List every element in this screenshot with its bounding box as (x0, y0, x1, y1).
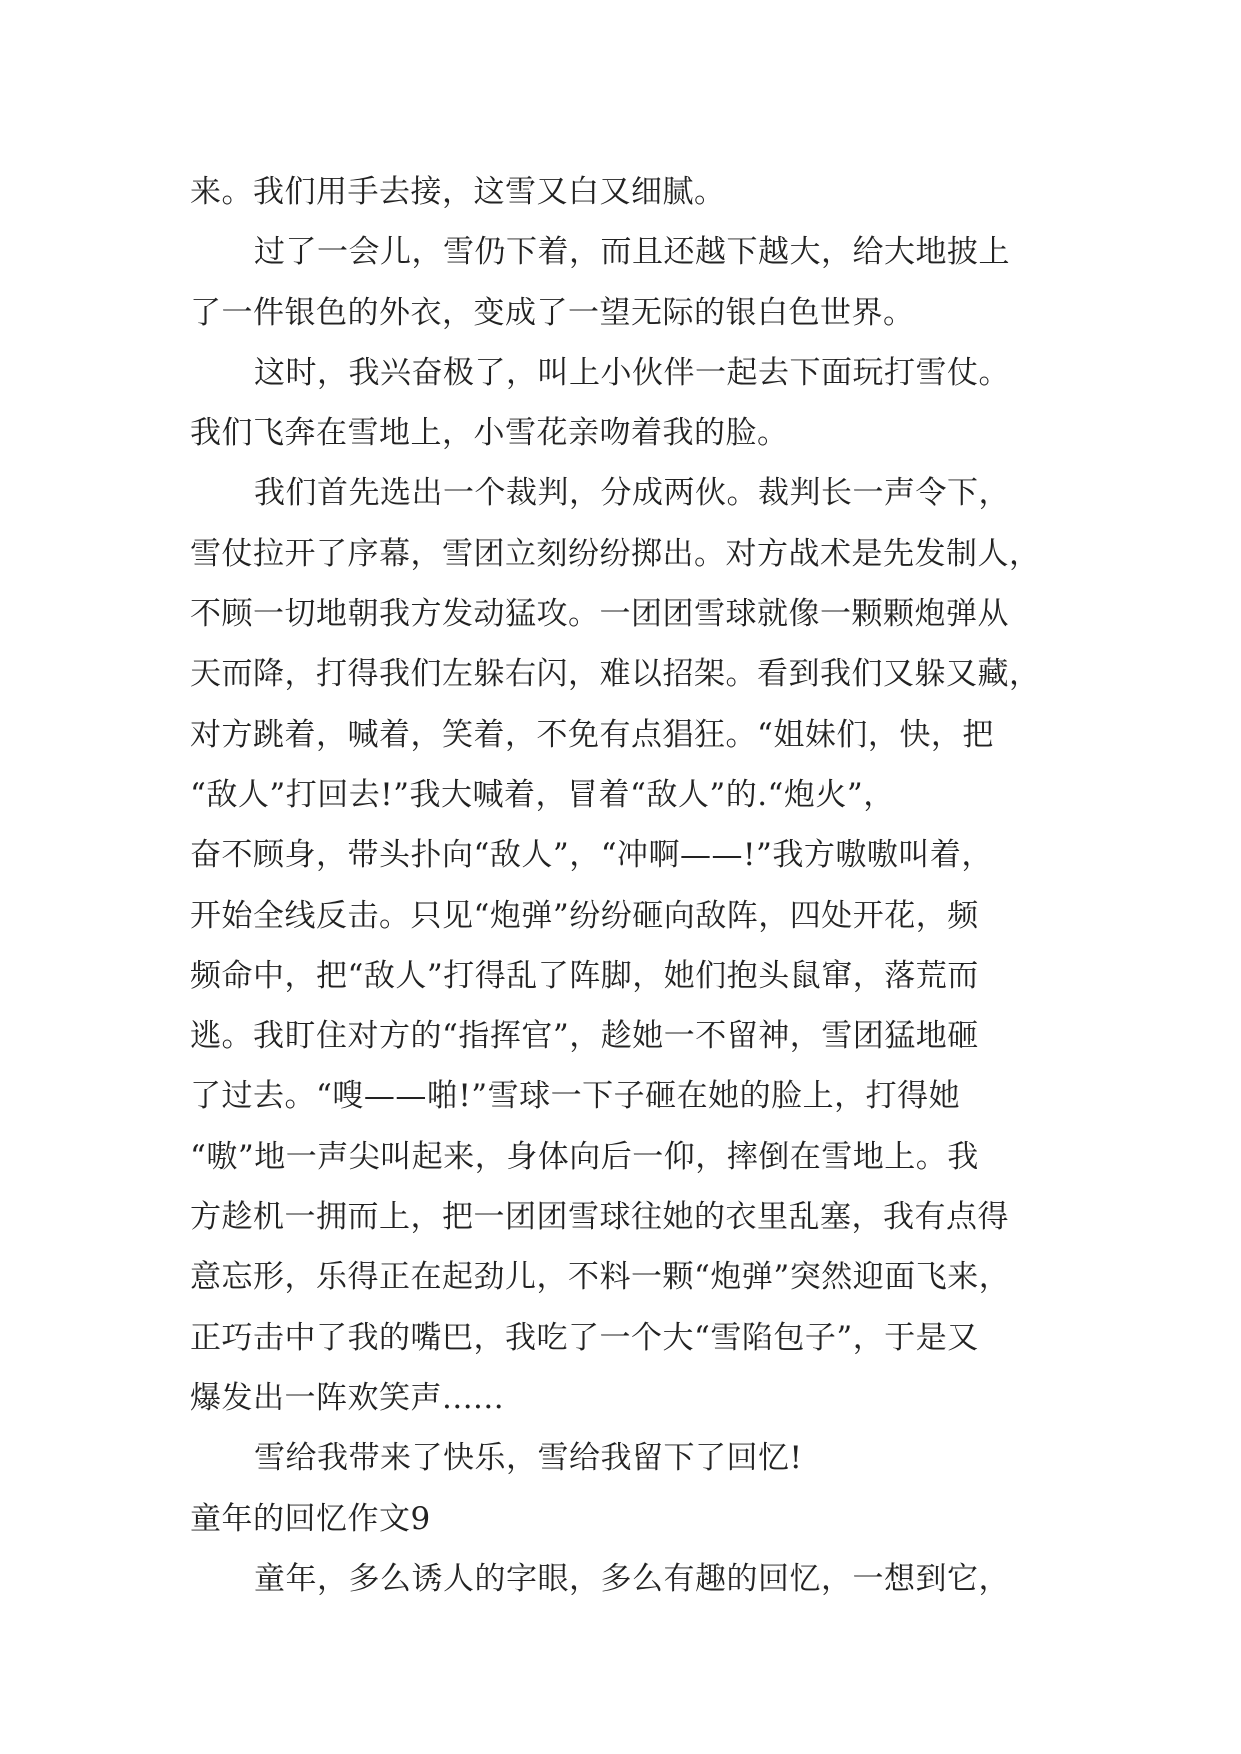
text-line: 了过去。“嗖——啪!”雪球一下子砸在她的脸上，打得她 (190, 1078, 961, 1115)
text-line: 意忘形，乐得正在起劲儿，不料一颗“炮弹”突然迎面飞来， (190, 1259, 1011, 1296)
text-line: 过了一会儿，雪仍下着，而且还越下越大，给大地披上 (254, 234, 1010, 271)
text-line: 童年，多么诱人的字眼，多么有趣的回忆，一想到它， (254, 1560, 1010, 1597)
text-line: 奋不顾身，带头扑向“敌人”，“冲啊——!”我方嗷嗷叫着， (190, 837, 993, 874)
text-line: “嗷”地一声尖叫起来，身体向后一仰，摔倒在雪地上。我 (190, 1138, 979, 1175)
text-line: 爆发出一阵欢笑声...... (190, 1379, 505, 1416)
section-heading: 童年的回忆作文9 (190, 1500, 431, 1537)
text-line: 我们首先选出一个裁判，分成两伙。裁判长一声令下， (254, 475, 1010, 512)
text-line: 对方跳着，喊着，笑着，不免有点猖狂。“姐妹们，快，把 (190, 716, 994, 753)
text-line: 开始全线反击。只见“炮弹”纷纷砸向敌阵，四处开花，频 (190, 897, 979, 934)
text-line: 雪给我带来了快乐，雪给我留下了回忆! (254, 1440, 803, 1477)
text-line: 正巧击中了我的嘴巴，我吃了一个大“雪陷包子”，于是又 (190, 1319, 979, 1356)
text-line: 了一件银色的外衣，变成了一望无际的银白色世界。 (190, 294, 915, 331)
document-body (190, 162, 1070, 1609)
text-line: 这时，我兴奋极了，叫上小伙伴一起去下面玩打雪仗。 (254, 354, 1010, 391)
text-line: 不顾一切地朝我方发动猛攻。一团团雪球就像一颗颗炮弹从 (190, 596, 1009, 633)
text-line: 频命中，把“敌人”打得乱了阵脚，她们抱头鼠窜，落荒而 (190, 957, 979, 994)
text-line: 方趁机一拥而上，把一团团雪球往她的衣里乱塞，我有点得 (190, 1199, 1009, 1236)
text-line: 逃。我盯住对方的“指挥官”，趁她一不留神，雪团猛地砸 (190, 1018, 979, 1055)
text-line: 雪仗拉开了序幕，雪团立刻纷纷掷出。对方战术是先发制人， (190, 535, 1041, 572)
text-line: “敌人”打回去!”我大喊着，冒着“敌人”的.“炮火”， (190, 776, 895, 813)
text-line: 我们飞奔在雪地上，小雪花亲吻着我的脸。 (190, 415, 789, 452)
text-line: 天而降，打得我们左躲右闪，难以招架。看到我们又躲又藏， (190, 656, 1041, 693)
text-line: 来。我们用手去接，这雪又白又细腻。 (190, 174, 726, 210)
